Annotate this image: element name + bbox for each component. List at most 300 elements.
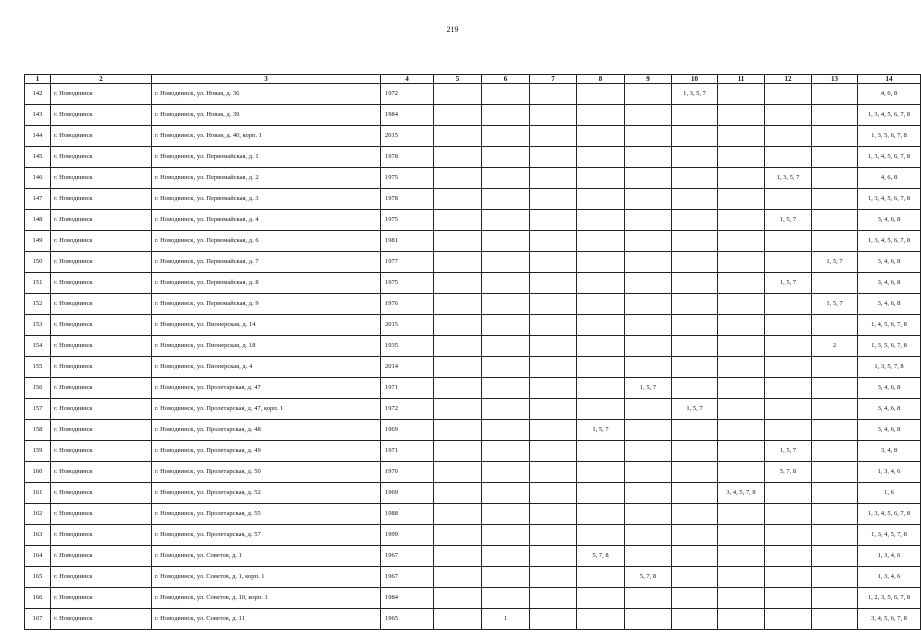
table-cell: 1, 3, 4, 5, 7, 8: [858, 525, 921, 546]
table-cell: [434, 378, 482, 399]
table-cell: [718, 168, 765, 189]
table-cell: [672, 336, 718, 357]
table-cell: 1967: [381, 546, 434, 567]
table-cell: 1971: [381, 378, 434, 399]
table-cell: [812, 231, 858, 252]
table-row: [25, 273, 921, 294]
table-cell: 150: [25, 252, 51, 273]
table-row: [25, 336, 921, 357]
table-cell: [482, 378, 530, 399]
table-cell: 1935: [381, 336, 434, 357]
table-cell: [482, 105, 530, 126]
table-cell: [718, 126, 765, 147]
table-cell: [434, 462, 482, 483]
table-cell: [765, 504, 812, 525]
table-cell: [482, 441, 530, 462]
table-cell: [530, 105, 577, 126]
table-cell: 1, 5, 7: [765, 273, 812, 294]
table-cell: [765, 567, 812, 588]
table-cell: г. Новодвинск, ул. Советов, д. 1: [152, 546, 381, 567]
table-cell: 158: [25, 420, 51, 441]
table-cell: 1, 3, 5, 7, 8: [858, 357, 921, 378]
table-cell: [577, 588, 625, 609]
table-cell: 142: [25, 84, 51, 105]
table-cell: [765, 231, 812, 252]
table-row: [25, 504, 921, 525]
table-row: [25, 126, 921, 147]
table-cell: [434, 126, 482, 147]
table-cell: 1, 3, 4, 6: [858, 462, 921, 483]
table-cell: [672, 483, 718, 504]
table-cell: г. Новодвинск: [51, 315, 152, 336]
table-cell: [625, 420, 672, 441]
table-cell: [812, 483, 858, 504]
table-cell: г. Новодвинск: [51, 504, 152, 525]
table-cell: [672, 567, 718, 588]
table-cell: 2: [812, 336, 858, 357]
table-cell: г. Новодвинск: [51, 567, 152, 588]
table-cell: [812, 462, 858, 483]
table-cell: [530, 420, 577, 441]
table-cell: г. Новодвинск: [51, 399, 152, 420]
table-cell: 143: [25, 105, 51, 126]
table-cell: [672, 441, 718, 462]
table-cell: 3, 4, 6, 8: [858, 210, 921, 231]
table-cell: г. Новодвинск, ул. Советов, д. 11: [152, 609, 381, 630]
table-cell: [482, 315, 530, 336]
table-cell: 156: [25, 378, 51, 399]
table-cell: 1978: [381, 147, 434, 168]
table-row: [25, 189, 921, 210]
table-cell: [482, 546, 530, 567]
table-cell: 2014: [381, 357, 434, 378]
table-cell: [718, 588, 765, 609]
table-cell: г. Новодвинск: [51, 189, 152, 210]
table-cell: 1970: [381, 462, 434, 483]
table-cell: [812, 357, 858, 378]
table-row: [25, 252, 921, 273]
table-cell: [718, 294, 765, 315]
table-cell: г. Новодвинск: [51, 546, 152, 567]
table-cell: [672, 462, 718, 483]
table-cell: [812, 378, 858, 399]
table-cell: [718, 441, 765, 462]
table-cell: г. Новодвинск: [51, 525, 152, 546]
table-cell: 1, 2, 3, 5, 6, 7, 8: [858, 588, 921, 609]
table-cell: [530, 147, 577, 168]
table-cell: [482, 231, 530, 252]
table-cell: [530, 378, 577, 399]
table-cell: г. Новодвинск, ул. Пролетарская, д. 52: [152, 483, 381, 504]
table-cell: 1, 5, 7: [625, 378, 672, 399]
table-cell: [482, 504, 530, 525]
table-cell: [765, 483, 812, 504]
table-cell: [672, 231, 718, 252]
table-cell: [718, 609, 765, 630]
table-cell: 1, 3, 4, 5, 6, 7, 8: [858, 504, 921, 525]
table-cell: [625, 546, 672, 567]
table-cell: [672, 105, 718, 126]
table-cell: 1967: [381, 567, 434, 588]
table-cell: [812, 588, 858, 609]
table-cell: 1, 4, 5, 6, 7, 8: [858, 315, 921, 336]
column-header: 14: [858, 75, 921, 84]
table-cell: [530, 588, 577, 609]
table-cell: [577, 84, 625, 105]
table-cell: [672, 189, 718, 210]
table-row: [25, 378, 921, 399]
table-cell: [812, 126, 858, 147]
table-cell: 1972: [381, 84, 434, 105]
table-cell: [434, 588, 482, 609]
table-cell: г. Новодвинск, ул. Новая, д. 36: [152, 84, 381, 105]
table-cell: [482, 147, 530, 168]
table-cell: г. Новодвинск, ул. Первомайская, д. 7: [152, 252, 381, 273]
table-cell: [482, 525, 530, 546]
table-cell: 151: [25, 273, 51, 294]
table-cell: г. Новодвинск, ул. Первомайская, д. 4: [152, 210, 381, 231]
table-cell: [434, 504, 482, 525]
table-cell: [625, 441, 672, 462]
table-cell: 1975: [381, 273, 434, 294]
table-cell: [577, 231, 625, 252]
table-cell: [812, 168, 858, 189]
column-header: 5: [434, 75, 482, 84]
table-cell: [530, 189, 577, 210]
table-cell: [434, 420, 482, 441]
table-cell: [625, 336, 672, 357]
column-header: 2: [51, 75, 152, 84]
table-cell: [434, 315, 482, 336]
table-cell: г. Новодвинск, ул. Первомайская, д. 9: [152, 294, 381, 315]
table-cell: [434, 189, 482, 210]
table-cell: 152: [25, 294, 51, 315]
table-cell: [434, 483, 482, 504]
table-cell: 1, 3, 5, 6, 7, 8: [858, 126, 921, 147]
table-cell: [625, 525, 672, 546]
table-row: [25, 567, 921, 588]
table-cell: [577, 105, 625, 126]
table-cell: 1, 3, 5, 6, 7, 8: [858, 336, 921, 357]
table-row: [25, 105, 921, 126]
table-cell: г. Новодвинск, ул. Пионерская, д. 4: [152, 357, 381, 378]
table-cell: [625, 231, 672, 252]
table-cell: [530, 273, 577, 294]
table-cell: 155: [25, 357, 51, 378]
table-body: [25, 84, 921, 630]
table-cell: г. Новодвинск: [51, 483, 152, 504]
column-header: 11: [718, 75, 765, 84]
table-cell: [718, 252, 765, 273]
table-cell: 5, 7, 8: [765, 462, 812, 483]
table-cell: [482, 399, 530, 420]
table-cell: [434, 273, 482, 294]
table-cell: [812, 84, 858, 105]
table-cell: 166: [25, 588, 51, 609]
table-cell: [812, 147, 858, 168]
table-row: [25, 525, 921, 546]
table-cell: 1, 5, 7: [812, 252, 858, 273]
column-header: 8: [577, 75, 625, 84]
table-cell: 1984: [381, 105, 434, 126]
table-cell: г. Новодвинск: [51, 441, 152, 462]
table-cell: г. Новодвинск, ул. Пионерская, д. 14: [152, 315, 381, 336]
table-cell: [577, 357, 625, 378]
table-cell: [672, 315, 718, 336]
table-cell: [530, 84, 577, 105]
table-cell: [765, 189, 812, 210]
table-cell: [577, 483, 625, 504]
table-cell: [672, 147, 718, 168]
table-cell: [718, 462, 765, 483]
table-cell: г. Новодвинск, ул. Пионерская, д. 18: [152, 336, 381, 357]
table-cell: [625, 189, 672, 210]
table-cell: [482, 84, 530, 105]
table-cell: [577, 294, 625, 315]
column-header: 13: [812, 75, 858, 84]
table-cell: 1971: [381, 441, 434, 462]
table-cell: 153: [25, 315, 51, 336]
table-cell: [765, 420, 812, 441]
table-cell: [718, 189, 765, 210]
table-cell: 3, 4, 5, 6, 7, 8: [858, 609, 921, 630]
table-cell: 1965: [381, 609, 434, 630]
table-cell: [625, 504, 672, 525]
table-cell: г. Новодвинск: [51, 462, 152, 483]
table-cell: [812, 441, 858, 462]
table-cell: 162: [25, 504, 51, 525]
table-cell: 1988: [381, 504, 434, 525]
table-cell: 1, 3, 4, 5, 6, 7, 8: [858, 231, 921, 252]
table-cell: [672, 609, 718, 630]
column-header: 3: [152, 75, 381, 84]
table-cell: [812, 315, 858, 336]
table-cell: [434, 441, 482, 462]
table-cell: [625, 84, 672, 105]
table-cell: [765, 105, 812, 126]
table-cell: [672, 273, 718, 294]
table-cell: [530, 483, 577, 504]
table-cell: 1999: [381, 525, 434, 546]
table-cell: [530, 315, 577, 336]
table-cell: 1977: [381, 252, 434, 273]
table-cell: [482, 168, 530, 189]
table-cell: [530, 504, 577, 525]
table-cell: [625, 252, 672, 273]
table-cell: 1975: [381, 210, 434, 231]
table-cell: [577, 252, 625, 273]
table-cell: [482, 273, 530, 294]
table-cell: [625, 483, 672, 504]
column-header: 1: [25, 75, 51, 84]
table-cell: [577, 336, 625, 357]
table-row: [25, 357, 921, 378]
table-cell: [577, 273, 625, 294]
table-cell: г. Новодвинск, ул. Новая, д. 39: [152, 105, 381, 126]
table-cell: [765, 525, 812, 546]
table-cell: [530, 252, 577, 273]
table-cell: г. Новодвинск, ул. Первомайская, д. 6: [152, 231, 381, 252]
table-cell: [718, 231, 765, 252]
header-row: [25, 75, 921, 84]
table-cell: 1, 3, 4, 6: [858, 567, 921, 588]
table-cell: г. Новодвинск: [51, 231, 152, 252]
table-cell: г. Новодвинск, ул. Пролетарская, д. 57: [152, 525, 381, 546]
table-cell: 1, 6: [858, 483, 921, 504]
table-cell: 1, 5, 7: [672, 399, 718, 420]
table-cell: [482, 336, 530, 357]
table-cell: г. Новодвинск, ул. Пролетарская, д. 49: [152, 441, 381, 462]
table-cell: [625, 147, 672, 168]
table-cell: [718, 525, 765, 546]
table-cell: г. Новодвинск, ул. Первомайская, д. 8: [152, 273, 381, 294]
table-cell: г. Новодвинск, ул. Новая, д. 40, корп. 1: [152, 126, 381, 147]
table-cell: [765, 588, 812, 609]
table-cell: 1976: [381, 294, 434, 315]
table-cell: [434, 252, 482, 273]
table-cell: [672, 525, 718, 546]
table-cell: [765, 294, 812, 315]
table-cell: [812, 567, 858, 588]
table-cell: [530, 168, 577, 189]
table-cell: 1, 3, 4, 5, 6, 7, 8: [858, 189, 921, 210]
table-cell: 1: [482, 609, 530, 630]
table-cell: [530, 441, 577, 462]
table-cell: 165: [25, 567, 51, 588]
table-cell: [434, 525, 482, 546]
table-cell: [434, 105, 482, 126]
column-header: 9: [625, 75, 672, 84]
table-cell: [718, 378, 765, 399]
table-cell: [672, 504, 718, 525]
table-row: [25, 294, 921, 315]
table-cell: [577, 210, 625, 231]
table-row: [25, 441, 921, 462]
table-cell: [672, 126, 718, 147]
table-cell: [434, 567, 482, 588]
table-cell: [812, 546, 858, 567]
table-cell: 1969: [381, 483, 434, 504]
table-cell: [625, 609, 672, 630]
table-cell: 2015: [381, 126, 434, 147]
table-row: [25, 399, 921, 420]
table-cell: 5, 7, 8: [577, 546, 625, 567]
table-cell: 154: [25, 336, 51, 357]
table-row: [25, 483, 921, 504]
table-cell: [434, 546, 482, 567]
table-cell: г. Новодвинск: [51, 126, 152, 147]
table-cell: 145: [25, 147, 51, 168]
table-cell: [625, 294, 672, 315]
table-cell: 1, 3, 4, 5, 6, 7, 8: [858, 147, 921, 168]
column-header: 4: [381, 75, 434, 84]
table-cell: [482, 483, 530, 504]
table-cell: [625, 126, 672, 147]
table-cell: г. Новодвинск: [51, 294, 152, 315]
table-cell: [672, 252, 718, 273]
table-cell: [718, 315, 765, 336]
table-cell: [765, 336, 812, 357]
table-cell: [765, 357, 812, 378]
table-cell: [577, 378, 625, 399]
table-cell: 157: [25, 399, 51, 420]
table-cell: [482, 462, 530, 483]
column-header: 10: [672, 75, 718, 84]
table-cell: [434, 210, 482, 231]
table-cell: [530, 357, 577, 378]
table-cell: [812, 420, 858, 441]
table-cell: г. Новодвинск: [51, 168, 152, 189]
table-cell: 144: [25, 126, 51, 147]
table-row: [25, 210, 921, 231]
table-cell: [434, 147, 482, 168]
table-row: [25, 609, 921, 630]
table-row: [25, 84, 921, 105]
table-cell: [577, 462, 625, 483]
table-cell: [434, 168, 482, 189]
table-cell: [482, 567, 530, 588]
table-cell: [482, 126, 530, 147]
table-cell: г. Новодвинск: [51, 609, 152, 630]
table-cell: г. Новодвинск: [51, 252, 152, 273]
table-cell: [482, 210, 530, 231]
table-cell: [718, 399, 765, 420]
table-cell: 1, 5, 7: [812, 294, 858, 315]
table-cell: [718, 567, 765, 588]
table-cell: 148: [25, 210, 51, 231]
table-cell: [718, 504, 765, 525]
column-header: 7: [530, 75, 577, 84]
table-row: [25, 168, 921, 189]
table-cell: [482, 420, 530, 441]
table-cell: г. Новодвинск: [51, 147, 152, 168]
table-cell: [672, 420, 718, 441]
table-cell: г. Новодвинск, ул. Пролетарская, д. 55: [152, 504, 381, 525]
table-cell: 1, 3, 5, 7: [765, 168, 812, 189]
table-cell: [672, 357, 718, 378]
table-cell: [625, 168, 672, 189]
table-cell: [812, 189, 858, 210]
table-cell: [577, 567, 625, 588]
table-cell: [577, 525, 625, 546]
housing-table: [24, 74, 921, 630]
table-cell: [577, 609, 625, 630]
table-cell: [530, 399, 577, 420]
table-cell: [765, 378, 812, 399]
table-cell: 3, 4, 6, 8: [858, 378, 921, 399]
table-cell: [765, 126, 812, 147]
table-cell: 2015: [381, 315, 434, 336]
table-cell: 160: [25, 462, 51, 483]
table-cell: [765, 84, 812, 105]
table-cell: 159: [25, 441, 51, 462]
table-cell: 3, 4, 8: [858, 441, 921, 462]
table-cell: 4, 6, 8: [858, 84, 921, 105]
table-cell: [672, 294, 718, 315]
table-cell: [765, 546, 812, 567]
table-cell: [530, 525, 577, 546]
table-cell: [530, 336, 577, 357]
table-cell: 161: [25, 483, 51, 504]
table-cell: [530, 462, 577, 483]
table-cell: [625, 462, 672, 483]
table-cell: [577, 441, 625, 462]
table-cell: [812, 273, 858, 294]
table-cell: [577, 168, 625, 189]
table-cell: [718, 210, 765, 231]
table-cell: г. Новодвинск, ул. Первомайская, д. 1: [152, 147, 381, 168]
table-cell: [625, 357, 672, 378]
